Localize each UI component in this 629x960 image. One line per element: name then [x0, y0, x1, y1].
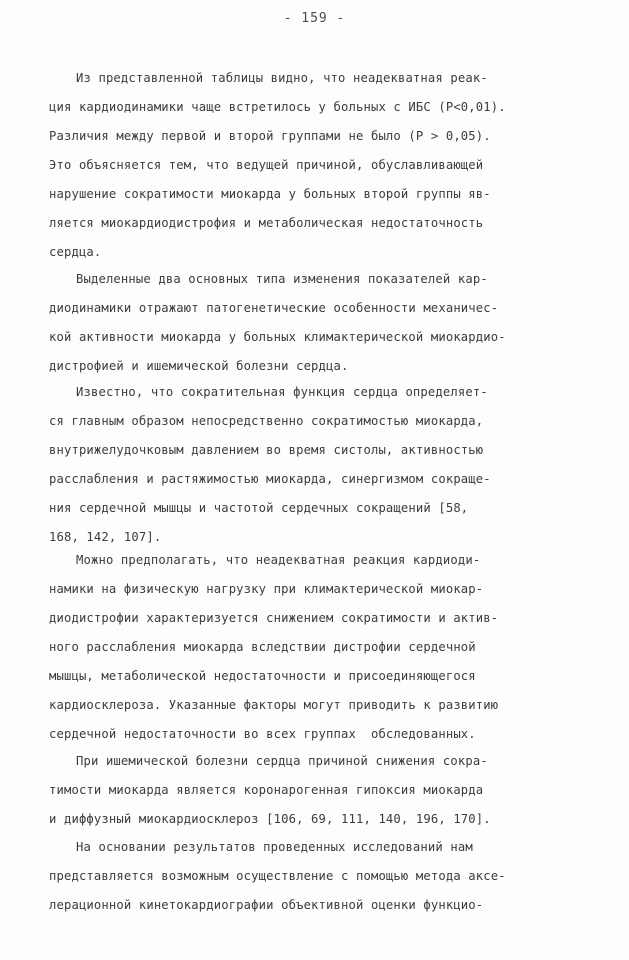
text-line: представляется возможным осуществление с помощью метода аксе-: [49, 869, 506, 883]
text-line: кардиосклероза. Указанные факторы могут приводить к развитию: [49, 698, 499, 712]
text-line: Выделенные два основных типа изменения показателей кар-: [76, 272, 488, 286]
text-line: ния сердечной мышцы и частотой сердечных сокращений [58,: [49, 501, 469, 515]
text-line: ция кардиодинамики чаще встретилось у больных с ИБС (Р<0,01).: [49, 100, 506, 114]
text-line: нарушение сократимости миокарда у больных второй группы яв-: [49, 187, 491, 201]
text-line: сердца.: [49, 245, 102, 259]
text-line: Это объясняется тем, что ведущей причиной, обуславливающей: [49, 158, 484, 172]
text-line: 168, 142, 107].: [49, 530, 162, 544]
text-line: намики на физическую нагрузку при климактерической миокар-: [49, 582, 484, 596]
text-line: внутрижелудочковым давлением во время систолы, активностью: [49, 443, 484, 457]
text-line: тимости миокарда является коронарогенная гипоксия миокарда: [49, 783, 484, 797]
text-line: дистрофией и ишемической болезни сердца.: [49, 359, 349, 373]
text-line: кой активности миокарда у больных климактерической миокардио-: [49, 330, 506, 344]
text-line: сердечной недостаточности во всех группах обследованных.: [49, 727, 476, 741]
text-line: Различия между первой и второй группами не было (Р > 0,05).: [49, 129, 491, 143]
text-line: мышцы, метаболической недостаточности и присоединяющегося: [49, 669, 476, 683]
text-line: диодинамики отражают патогенетические особенности механичес-: [49, 301, 499, 315]
text-line: диодистрофии характеризуется снижением сократимости и актив-: [49, 611, 499, 625]
text-line: ного расслабления миокарда вследствии дистрофии сердечной: [49, 640, 476, 654]
text-line: Известно, что сократительная функция сердца определяет-: [76, 385, 488, 399]
text-line: ся главным образом непосредственно сократимостью миокарда,: [49, 414, 484, 428]
text-line: лерационной кинетокардиографии объективной оценки функцио-: [49, 898, 484, 912]
text-line: Можно предполагать, что неадекватная реакция кардиоди-: [76, 553, 481, 567]
text-line: На основании результатов проведенных исследований нам: [76, 840, 473, 854]
page-number: - 159 -: [283, 11, 346, 26]
text-line: Из представленной таблицы видно, что неадекватная реак-: [76, 71, 488, 85]
text-line: и диффузный миокардиосклероз [106, 69, 111, 140, 196, 170].: [49, 812, 491, 826]
text-line: расслабления и растяжимостью миокарда, синергизмом сокраще-: [49, 472, 491, 486]
text-line: При ишемической болезни сердца причиной снижения сокра-: [76, 754, 488, 768]
text-line: ляется миокардиодистрофия и метаболическая недостаточность: [49, 216, 484, 230]
